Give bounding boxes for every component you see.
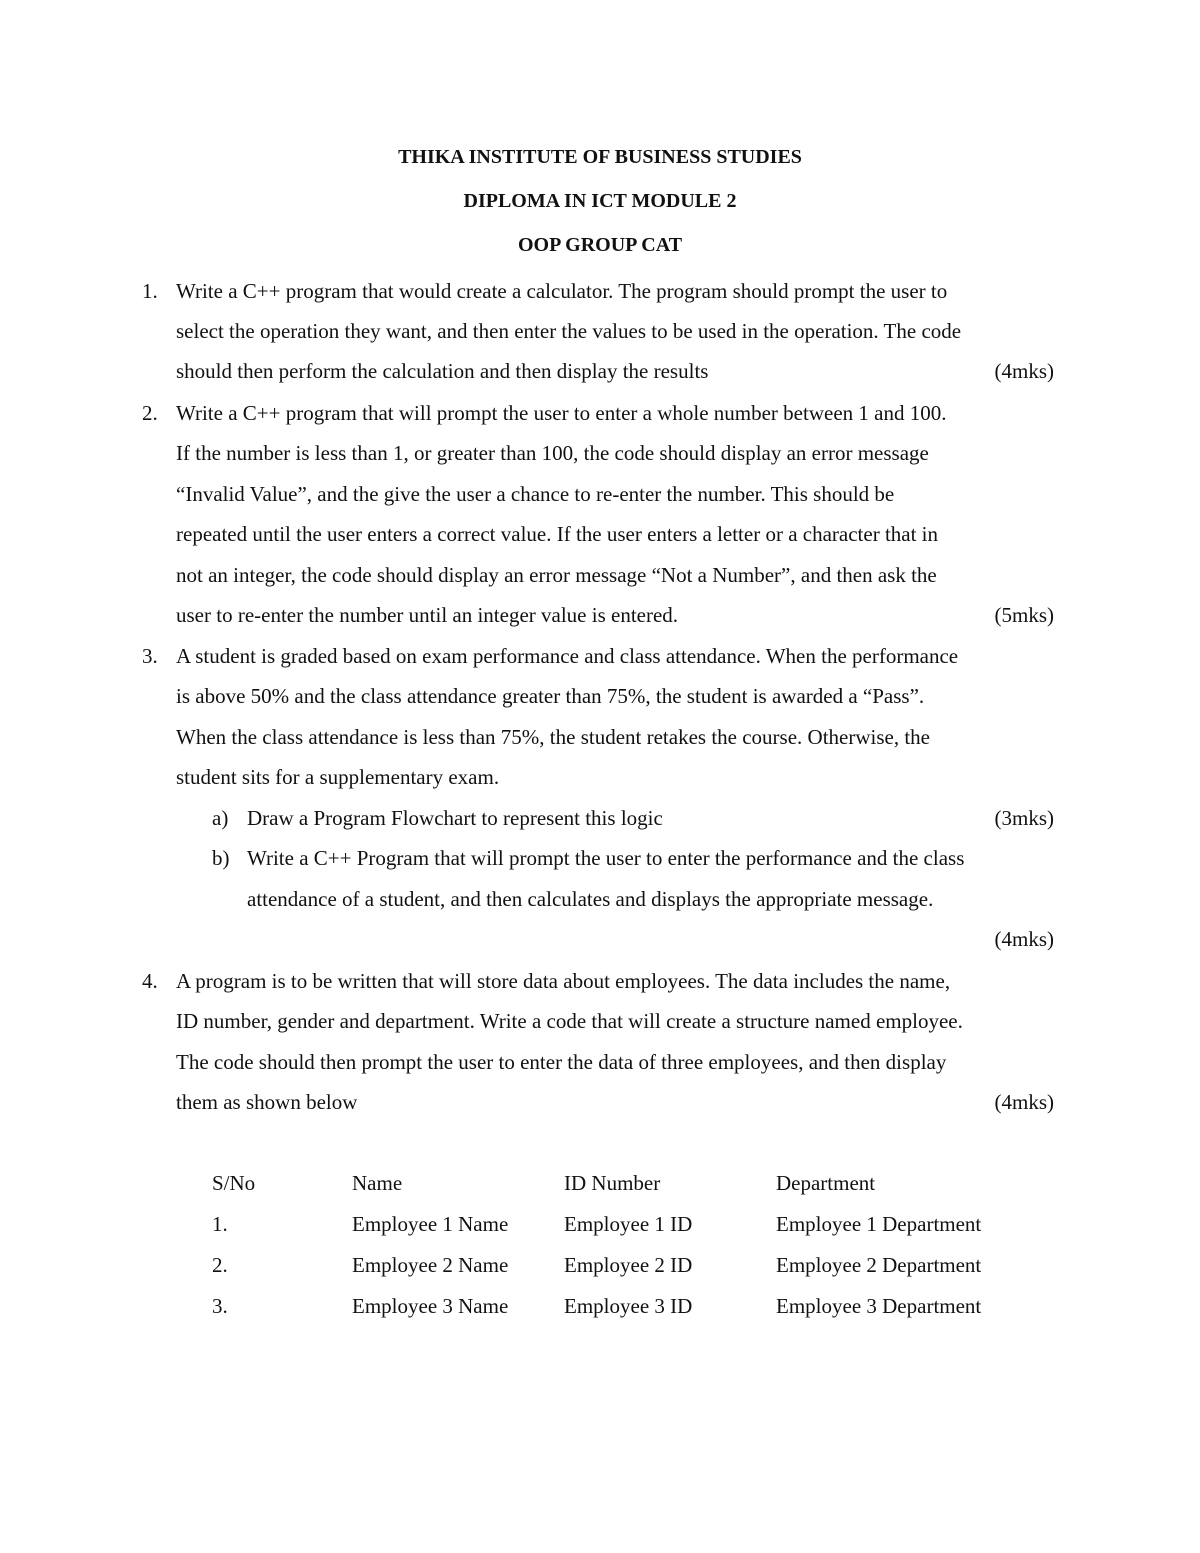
table-cell: Employee 3 ID <box>564 1294 693 1318</box>
table-header-cell: Name <box>352 1171 403 1195</box>
table-cell: Employee 1 Department <box>776 1212 982 1236</box>
table-cell: Employee 3 Name <box>352 1294 509 1318</box>
question-text-line: A program is to be written that will store data about employees. The data includes the name, <box>176 969 951 993</box>
question-text-line: user to re-enter the number until an integer value is entered. <box>176 603 679 627</box>
table-cell: 3. <box>212 1294 228 1318</box>
institution-title: THIKA INSTITUTE OF BUSINESS STUDIES <box>398 146 802 168</box>
question-text-line: If the number is less than 1, or greater than 100, the code should display an error message <box>176 441 929 465</box>
question-text-line: Write a C++ program that would create a calculator. The program should prompt the user to <box>176 279 948 303</box>
marks-label: (4mks) <box>994 359 1054 383</box>
subpart-text-line: Draw a Program Flowchart to represent this logic <box>247 806 663 830</box>
table-cell: Employee 3 Department <box>776 1294 982 1318</box>
question-text-line: A student is graded based on exam performance and class attendance. When the performance <box>176 644 959 668</box>
exam-title: OOP GROUP CAT <box>517 234 683 256</box>
question-text-line: “Invalid Value”, and the give the user a chance to re-enter the number. This should be <box>176 482 895 506</box>
question-text-line: them as shown below <box>176 1090 358 1114</box>
marks-label: (4mks) <box>994 927 1054 951</box>
question-text-line: Write a C++ program that will prompt the user to enter a whole number between 1 and 100. <box>176 401 947 425</box>
subpart-text-line: attendance of a student, and then calculates and displays the appropriate message. <box>247 887 934 911</box>
question-text-line: select the operation they want, and then enter the values to be used in the operation. The code <box>176 319 962 343</box>
table-cell: Employee 2 ID <box>564 1253 693 1277</box>
table-header-cell: Department <box>776 1171 876 1195</box>
marks-label: (4mks) <box>994 1090 1054 1114</box>
table-cell: Employee 1 Name <box>352 1212 509 1236</box>
question-text-line: When the class attendance is less than 75%, the student retakes the course. Otherwise, the <box>176 725 931 749</box>
table-header-cell: ID Number <box>564 1171 661 1195</box>
question-text-line: repeated until the user enters a correct value. If the user enters a letter or a character that in <box>176 522 939 546</box>
question-text-line: not an integer, the code should display an error message “Not a Number”, and then ask the <box>176 563 937 587</box>
table-cell: Employee 1 ID <box>564 1212 693 1236</box>
table-cell: 1. <box>212 1212 228 1236</box>
question-number: 4. <box>142 969 158 993</box>
question-text-line: is above 50% and the class attendance greater than 75%, the student is awarded a “Pass”. <box>176 684 925 708</box>
question-text-line: ID number, gender and department. Write a code that will create a structure named employee. <box>176 1009 963 1033</box>
table-header-cell: S/No <box>212 1171 256 1195</box>
subpart-letter: a) <box>212 806 229 830</box>
table-cell: Employee 2 Name <box>352 1253 509 1277</box>
marks-label: (3mks) <box>994 806 1054 830</box>
question-text-line: student sits for a supplementary exam. <box>176 765 500 789</box>
marks-label: (5mks) <box>994 603 1054 627</box>
question-text-line: The code should then prompt the user to enter the data of three employees, and then display <box>176 1050 947 1074</box>
table-cell: 2. <box>212 1253 228 1277</box>
question-number: 1. <box>142 279 158 303</box>
table-cell: Employee 2 Department <box>776 1253 982 1277</box>
course-title: DIPLOMA IN ICT MODULE 2 <box>463 190 737 212</box>
question-number: 3. <box>142 644 158 668</box>
subpart-text-line: Write a C++ Program that will prompt the user to enter the performance and the class <box>247 846 965 870</box>
question-number: 2. <box>142 401 158 425</box>
question-text-line: should then perform the calculation and then display the results <box>176 359 709 383</box>
subpart-letter: b) <box>212 846 230 870</box>
